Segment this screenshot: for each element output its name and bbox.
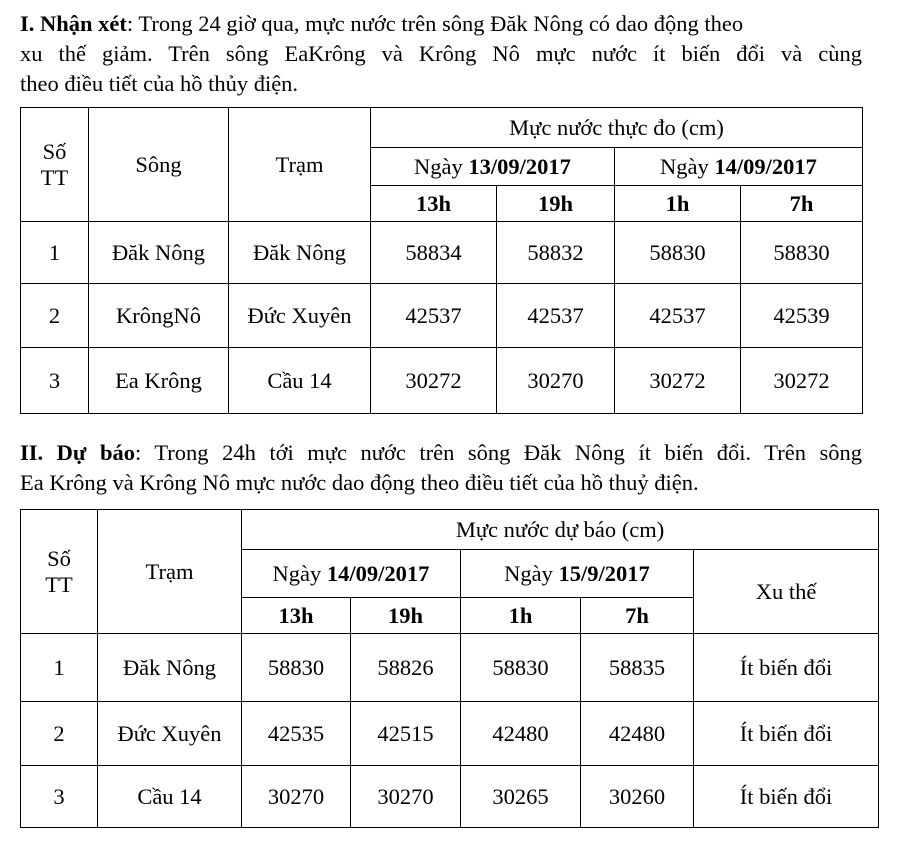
header-tram: Trạm (98, 510, 242, 634)
table-row (21, 634, 879, 702)
section-1-label: I (20, 11, 29, 36)
header-hour: 1h (615, 186, 741, 222)
cell-value: 58832 (497, 222, 615, 284)
cell-value: 42537 (371, 284, 497, 348)
table-row (21, 222, 863, 284)
cell-value: 42515 (351, 702, 461, 766)
section-1-line-3: theo điều tiết của hồ thủy điện. (20, 71, 299, 96)
cell-stt: 2 (21, 284, 89, 348)
header-date-2: Ngày 14/09/2017 (615, 148, 863, 186)
cell-value: 42535 (242, 702, 351, 766)
cell-value: 30272 (741, 348, 863, 414)
section-1-paragraph (20, 9, 862, 99)
header-song: Sông (89, 108, 229, 222)
cell-value: 58830 (615, 222, 741, 284)
header-hour: 19h (351, 598, 461, 634)
header-stt: Số TT (21, 108, 89, 222)
cell-value: 58830 (242, 634, 351, 702)
table-row (21, 702, 879, 766)
cell-song: Ea Krông (89, 348, 229, 414)
table-row (21, 348, 863, 414)
header-trend: Xu thế (694, 550, 879, 634)
cell-song: KrôngNô (89, 284, 229, 348)
header-hour: 13h (371, 186, 497, 222)
cell-value: 30270 (242, 766, 351, 828)
cell-value: 30265 (461, 766, 581, 828)
header-forecast-group: Mực nước dự báo (cm) (242, 510, 879, 550)
cell-trend: Ít biến đổi (694, 766, 879, 828)
forecast-water-level-table (20, 509, 879, 828)
section-2-text-1: : Trong 24h tới mực nước trên sông Đăk Nông ít biến đổi. Trên sông (134, 440, 862, 465)
cell-value: 42539 (741, 284, 863, 348)
table-row (21, 284, 863, 348)
cell-value: 42480 (461, 702, 581, 766)
cell-value: 30272 (615, 348, 741, 414)
section-2-paragraph (20, 438, 862, 498)
cell-value: 58835 (581, 634, 694, 702)
cell-value: 30260 (581, 766, 694, 828)
section-2-line-2: Ea Krông và Krông Nô mực nước dao động theo điều tiết của hồ thuỷ điện. (20, 470, 699, 495)
cell-tram: Đức Xuyên (229, 284, 371, 348)
header-stt: Số TT (21, 510, 98, 634)
cell-tram: Đăk Nông (98, 634, 242, 702)
cell-tram: Đức Xuyên (98, 702, 242, 766)
cell-value: 42537 (497, 284, 615, 348)
header-hour: 7h (741, 186, 863, 222)
measured-water-level-table (20, 107, 863, 414)
cell-value: 58830 (461, 634, 581, 702)
header-hour: 13h (242, 598, 351, 634)
cell-stt: 3 (21, 348, 89, 414)
header-hour: 7h (581, 598, 694, 634)
header-date-1: Ngày 13/09/2017 (371, 148, 615, 186)
cell-value: 42480 (581, 702, 694, 766)
section-1-line-1 (20, 9, 862, 39)
table-row (21, 766, 879, 828)
cell-tram: Cầu 14 (229, 348, 371, 414)
cell-stt: 3 (21, 766, 98, 828)
cell-value: 30270 (351, 766, 461, 828)
cell-tram: Cầu 14 (98, 766, 242, 828)
header-tram: Trạm (229, 108, 371, 222)
section-1-line-2: xu thế giảm. Trên sông EaKrông và Krông Nô mực nước ít biến đổi và cùng (20, 41, 862, 66)
section-1-heading: . Nhận xét (28, 11, 127, 36)
cell-value: 58830 (741, 222, 863, 284)
cell-trend: Ít biến đổi (694, 702, 879, 766)
cell-song: Đăk Nông (89, 222, 229, 284)
cell-value: 30272 (371, 348, 497, 414)
cell-value: 42537 (615, 284, 741, 348)
header-date-2: Ngày 15/9/2017 (461, 550, 694, 598)
cell-value: 58826 (351, 634, 461, 702)
cell-stt: 2 (21, 702, 98, 766)
cell-trend: Ít biến đổi (694, 634, 879, 702)
section-2-heading: II. Dự báo (20, 440, 135, 465)
cell-value: 30270 (497, 348, 615, 414)
header-date-1: Ngày 14/09/2017 (242, 550, 461, 598)
header-hour: 19h (497, 186, 615, 222)
header-hour: 1h (461, 598, 581, 634)
cell-tram: Đăk Nông (229, 222, 371, 284)
section-1-text-1: : Trong 24 giờ qua, mực nước trên sông Đăk Nông có dao động theo (126, 11, 744, 36)
cell-stt: 1 (21, 222, 89, 284)
cell-stt: 1 (21, 634, 98, 702)
section-2-line-1 (20, 438, 862, 468)
cell-value: 58834 (371, 222, 497, 284)
header-measured-group: Mực nước thực đo (cm) (371, 108, 863, 148)
